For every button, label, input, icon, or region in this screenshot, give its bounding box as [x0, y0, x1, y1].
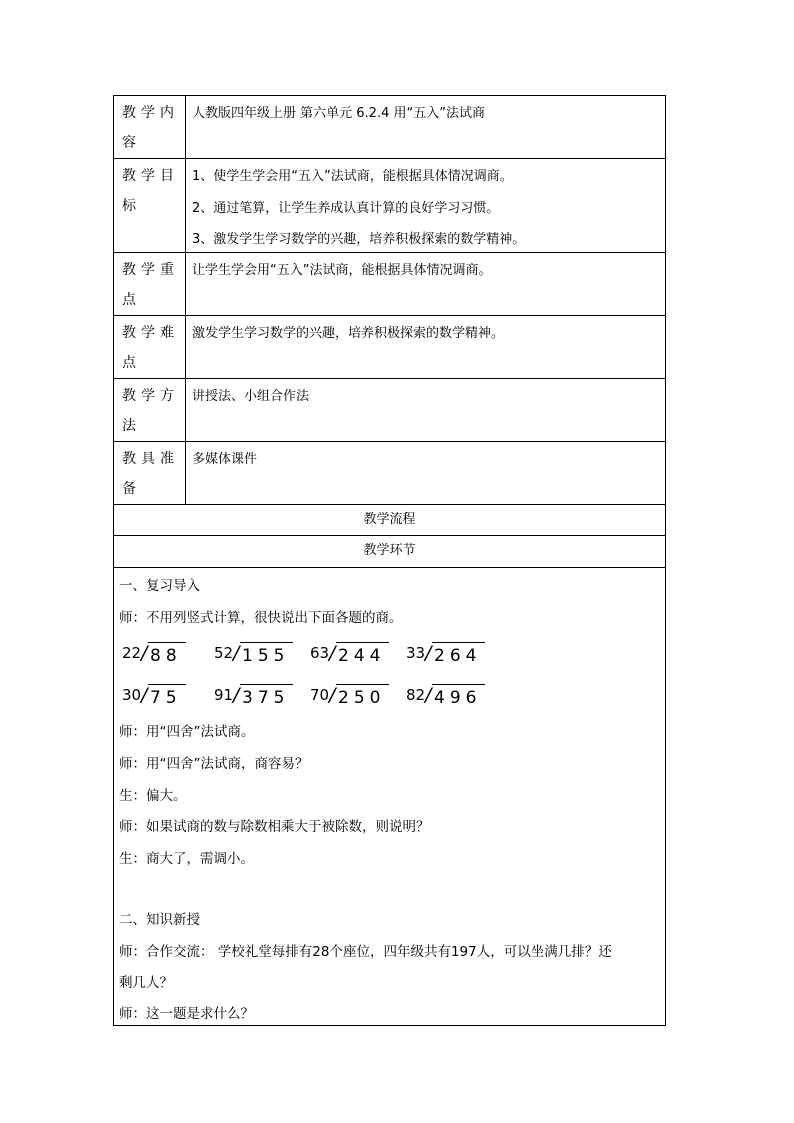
divisor: 22	[122, 644, 142, 662]
row-value: 1、使学生学会用“五入”法试商，能根据具体情况调商。 2、通过笔算，让学生养成认真计算的良好学习习惯。 3、激发学生学习数学的兴趣，培养积极探索的数学精神。	[192, 169, 526, 247]
division-overline	[432, 684, 485, 685]
dividend: 496	[434, 688, 482, 708]
text-line: 师：这一题是求什么？	[119, 1006, 254, 1022]
division-bracket: /	[329, 684, 336, 706]
division-exercise	[214, 640, 294, 666]
dividend: 264	[434, 646, 482, 666]
row-step-title	[114, 536, 665, 568]
division-bracket: /	[233, 684, 240, 706]
division-overline	[432, 642, 485, 643]
text-line: 剩几人？	[119, 975, 173, 991]
row-materials	[114, 442, 665, 505]
dividend: 155	[242, 646, 290, 666]
division-exercise	[214, 682, 294, 708]
divisor: 52	[214, 644, 234, 662]
text-line: 师：合作交流： 学校礼堂每排有28个座位，四年级共有197人，可以坐满几排？还	[119, 944, 612, 960]
dividend: 250	[338, 688, 386, 708]
division-exercise	[122, 640, 202, 666]
text-line: 师：用“四舍”法试商。	[119, 724, 255, 740]
divisor: 33	[406, 644, 426, 662]
text-line: 生：偏大。	[119, 788, 187, 804]
row-label: 教学重 点	[114, 253, 186, 315]
lesson-body	[114, 568, 665, 1025]
divisor: 70	[310, 686, 330, 704]
text-line: 师：如果试商的数与除数相乘大于被除数，则说明？	[119, 819, 430, 835]
division-exercise	[406, 640, 486, 666]
row-value: 讲授法、小组合作法	[192, 389, 310, 404]
division-bracket: /	[141, 642, 148, 664]
row-method	[114, 379, 665, 442]
division-bracket: /	[141, 684, 148, 706]
row-label: 教具准 备	[114, 442, 186, 504]
row-objectives	[114, 159, 665, 253]
section1-heading: 一、复习导入	[119, 578, 200, 594]
section1-intro: 师：不用列竖式计算，很快说出下面各题的商。	[119, 610, 403, 626]
division-overline	[240, 684, 293, 685]
division-overline	[148, 642, 186, 643]
flow-title: 教学流程	[363, 512, 416, 527]
row-label: 教学目 标	[114, 159, 186, 252]
row-value: 多媒体课件	[192, 452, 258, 467]
division-exercise	[406, 682, 486, 708]
divisor: 30	[122, 686, 142, 704]
division-exercise	[310, 682, 390, 708]
division-overline	[336, 684, 389, 685]
division-bracket: /	[329, 642, 336, 664]
division-overline	[148, 684, 186, 685]
divisor: 82	[406, 686, 426, 704]
row-label: 教学方 法	[114, 379, 186, 441]
row-value: 让学生学会用“五入”法试商，能根据具体情况调商。	[192, 263, 492, 278]
division-bracket: /	[233, 642, 240, 664]
section2-heading: 二、知识新授	[119, 912, 200, 928]
row-label: 教学难 点	[114, 316, 186, 378]
row-flow-title	[114, 505, 665, 536]
division-overline	[336, 642, 389, 643]
dividend: 375	[242, 688, 290, 708]
dividend: 244	[338, 646, 386, 666]
row-value: 人教版四年级上册 第六单元 6.2.4 用“五入”法试商	[192, 106, 485, 121]
division-bracket: /	[425, 642, 432, 664]
division-overline	[240, 642, 293, 643]
row-key-point	[114, 253, 665, 316]
text-line: 生：商大了，需调小。	[119, 851, 254, 867]
divisor: 91	[214, 686, 234, 704]
row-content	[114, 96, 665, 159]
dividend: 88	[150, 646, 182, 666]
division-exercise	[122, 682, 202, 708]
lesson-plan-table	[113, 95, 666, 1026]
text-line: 师：用“四舍”法试商，商容易？	[119, 756, 309, 772]
division-bracket: /	[425, 684, 432, 706]
dividend: 75	[150, 688, 182, 708]
row-value: 激发学生学习数学的兴趣，培养积极探索的数学精神。	[192, 326, 505, 341]
step-title: 教学环节	[363, 543, 416, 558]
divisor: 63	[310, 644, 330, 662]
division-exercise	[310, 640, 390, 666]
row-difficulty	[114, 316, 665, 379]
row-label: 教学内 容	[114, 96, 186, 158]
